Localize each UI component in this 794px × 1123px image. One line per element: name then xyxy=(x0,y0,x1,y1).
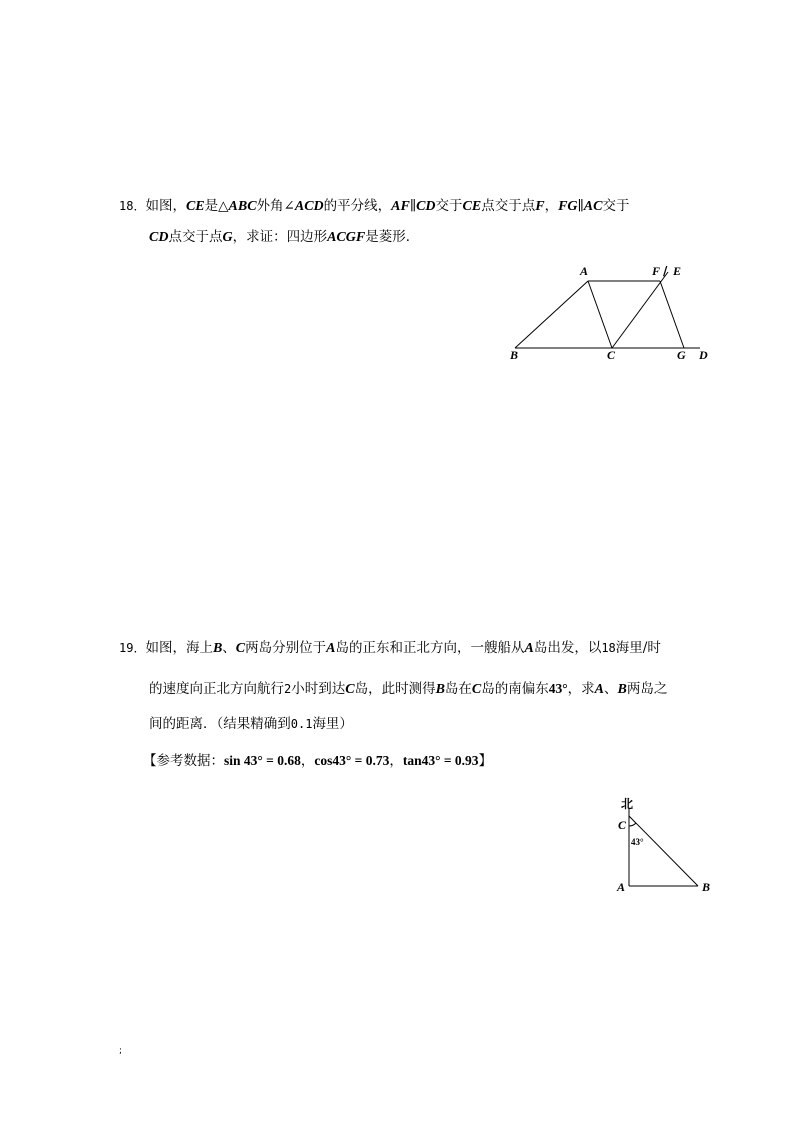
angle-arc xyxy=(629,823,636,826)
q18-line-1: 18．如图，CE是△ABC外角∠ACD的平分线，AF∥CD交于CE点交于点F，FG∥AC交于 xyxy=(119,198,630,214)
point-C: C xyxy=(618,818,627,832)
point-E: E xyxy=(673,264,682,278)
point-F: F xyxy=(652,264,661,278)
q19-reference-data: 【参考数据：sin 43° = 0.68，cos43° = 0.73，tan43° = 0.93】 xyxy=(143,753,493,769)
q19-line-3: 间的距离．（结果精确到0.1海里） xyxy=(149,716,353,732)
q19-line-1: 19．如图，海上B、C两岛分别位于A岛的正东和正北方向，一艘船从A岛出发，以18海里/时 xyxy=(119,640,661,656)
point-B: B xyxy=(702,880,711,894)
point-B: B xyxy=(510,348,519,362)
point-A: A xyxy=(617,880,626,894)
line-CB xyxy=(629,816,698,886)
north-label: 北 xyxy=(621,797,634,811)
point-D: D xyxy=(699,348,708,362)
q19-line-2: 的速度向正北方向航行2小时到达C岛，此时测得B岛在C岛的南偏东43°，求A、B两岛之 xyxy=(149,681,668,697)
q18-line-2: CD点交于点G，求证：四边形ACGF是菱形． xyxy=(149,229,420,245)
point-C: C xyxy=(607,348,616,362)
point-G: G xyxy=(677,348,686,362)
slash-sep: / xyxy=(663,264,668,278)
footnote-mark: ; xyxy=(119,1046,123,1056)
angle-label: 43° xyxy=(631,837,644,847)
point-A: A xyxy=(580,264,589,278)
